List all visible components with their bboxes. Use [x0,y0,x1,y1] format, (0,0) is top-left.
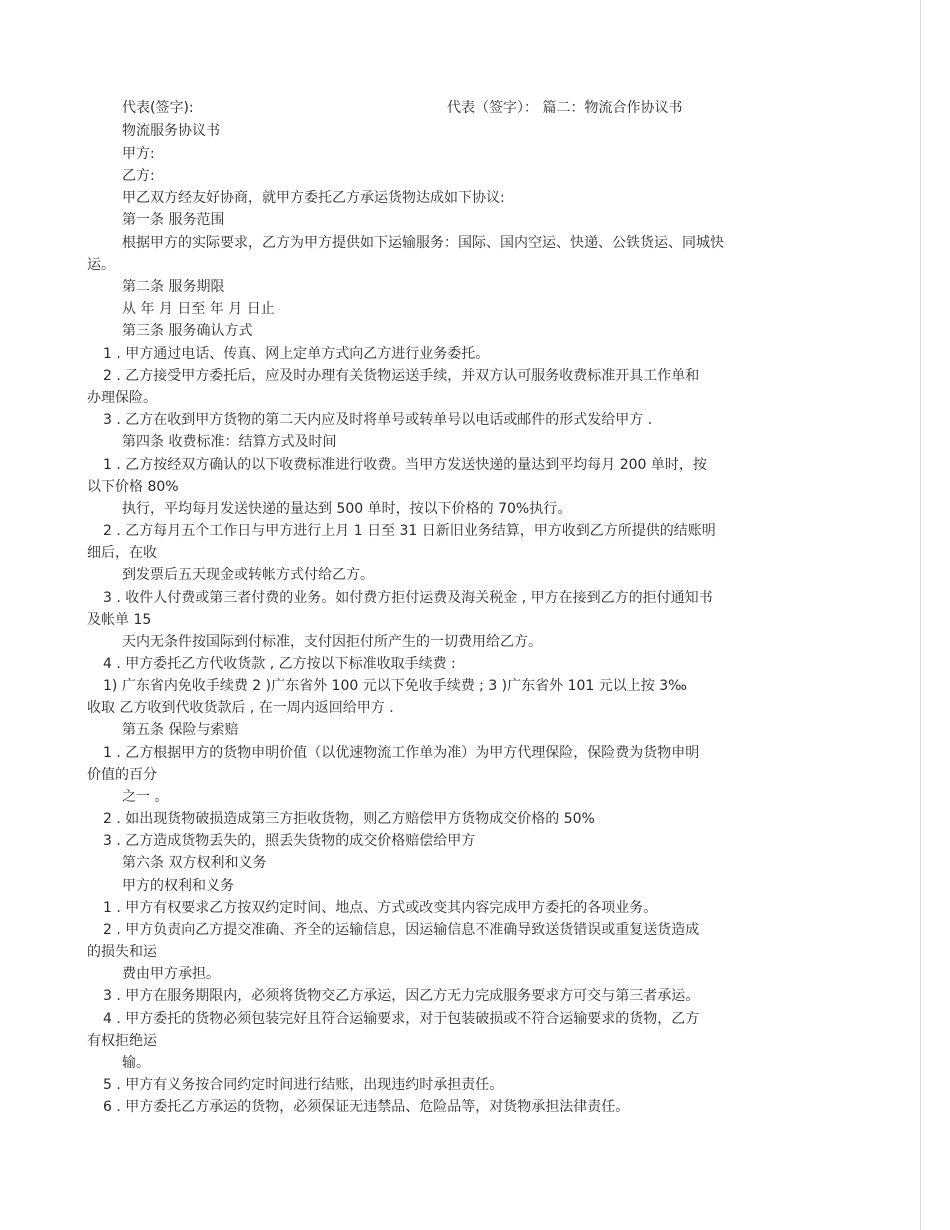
document-line: 第五条 保险与索赔 [122,722,239,738]
document-line: 1) 广东省内免收手续费 2 )广东省外 100 元以下免收手续费 ; 3 )广东省外 101 元以上按 3‰ [103,678,687,694]
document-line: 1 . 乙方按经双方确认的以下收费标准进行收费。当甲方发送快递的量达到平均每月 200 单时，按 [103,457,707,473]
document-line: 3 . 甲方在服务期限内，必须将货物交乙方承运，因乙方无力完成服务要求方可交与第三者承运。 [103,988,700,1004]
document-line: 乙方: [122,168,155,184]
document-line: 甲方: [122,146,155,162]
document-line: 甲方的权利和义务 [122,878,234,894]
document-line: 价值的百分 [87,767,157,783]
document-line: 第二条 服务期限 [122,279,225,295]
document-line: 4 . 甲方委托的货物必须包装完好且符合运输要求，对于包装破损或不符合运输要求的货物，乙方 [103,1011,700,1027]
document-line: 细后，在收 [87,545,157,561]
document-line: 第一条 服务范围 [122,212,225,228]
document-line: 第六条 双方权利和义务 [122,855,267,871]
document-line: 2 . 乙方接受甲方委托后，应及时办理有关货物运送手续，并双方认可服务收费标准开具工作单和 [103,368,700,384]
document-line: 之一 。 [122,789,169,805]
document-line: 3 . 乙方造成货物丢失的，照丢失货物的成交价格赔偿给甲方 [103,833,476,849]
document-line: 4 . 甲方委托乙方代收货款 , 乙方按以下标准收取手续费 : [103,656,456,672]
document-line: 办理保险。 [87,390,157,406]
document-line: 甲乙双方经友好协商，就甲方委托乙方承运货物达成如下协议: [122,190,505,206]
document-line: 代表（签字）： 篇二：物流合作协议书 [447,100,683,116]
document-line: 6 . 甲方委托乙方承运的货物，必须保证无违禁品、危险品等，对货物承担法律责任。 [103,1099,630,1115]
document-line: 及帐单 15 [87,612,152,628]
document-line: 执行，平均每月发送快递的量达到 500 单时，按以下价格的 70%执行。 [122,501,572,517]
document-line: 1 . 甲方通过电话、传真、网上定单方式向乙方进行业务委托。 [103,346,490,362]
document-line: 有权拒绝运 [87,1033,157,1049]
document-line: 第四条 收费标准：结算方式及时间 [122,434,337,450]
document-line: 2 . 如出现货物破损造成第三方拒收货物，则乙方赔偿甲方货物成交价格的 50% [103,811,595,827]
document-line: 代表(签字): [122,100,194,116]
document-line: 根据甲方的实际要求，乙方为甲方提供如下运输服务：国际、国内空运、快递、公铁货运、同城快 [122,235,724,251]
document-line: 5 . 甲方有义务按合同约定时间进行结账，出现违约时承担责任。 [103,1077,504,1093]
document-line: 费由甲方承担。 [122,966,220,982]
document-line: 2 . 甲方负责向乙方提交准确、齐全的运输信息，因运输信息不准确导致送货错误或重复送货造成 [103,922,700,938]
document-line: 1 . 甲方有权要求乙方按双约定时间、地点、方式或改变其内容完成甲方委托的各项业务。 [103,900,658,916]
document-line: 以下价格 80% [87,479,179,495]
page-edge-line [920,0,921,1230]
document-line: 收取 乙方收到代收货款后 , 在一周内返回给甲方 . [87,700,394,716]
document-line: 1 . 乙方根据甲方的货物申明价值（以优速物流工作单为准）为甲方代理保险，保险费为货物申明 [103,745,700,761]
document-line: 3 . 收件人付费或第三者付费的业务。如付费方拒付运费及海关税金 , 甲方在接到乙方的拒付通知书 [103,590,713,606]
document-line: 物流服务协议书 [122,123,220,139]
document-line: 输。 [122,1055,150,1071]
document-line: 的损失和运 [87,944,157,960]
document-line: 到发票后五天现金或转帐方式付给乙方。 [122,567,374,583]
document-line: 从 年 月 日至 年 月 日止 [122,301,275,317]
document-line: 第三条 服务确认方式 [122,323,253,339]
document-line: 2 . 乙方每月五个工作日与甲方进行上月 1 日至 31 日新旧业务结算，甲方收到乙方所提供的结账明 [103,523,716,539]
document-line: 天内无条件按国际到付标准，支付因拒付所产生的一切费用给乙方。 [122,634,542,650]
document-line: 3 . 乙方在收到甲方货物的第二天内应及时将单号或转单号以电话或邮件的形式发给甲方 . [103,412,653,428]
document-line: 运。 [87,257,115,273]
